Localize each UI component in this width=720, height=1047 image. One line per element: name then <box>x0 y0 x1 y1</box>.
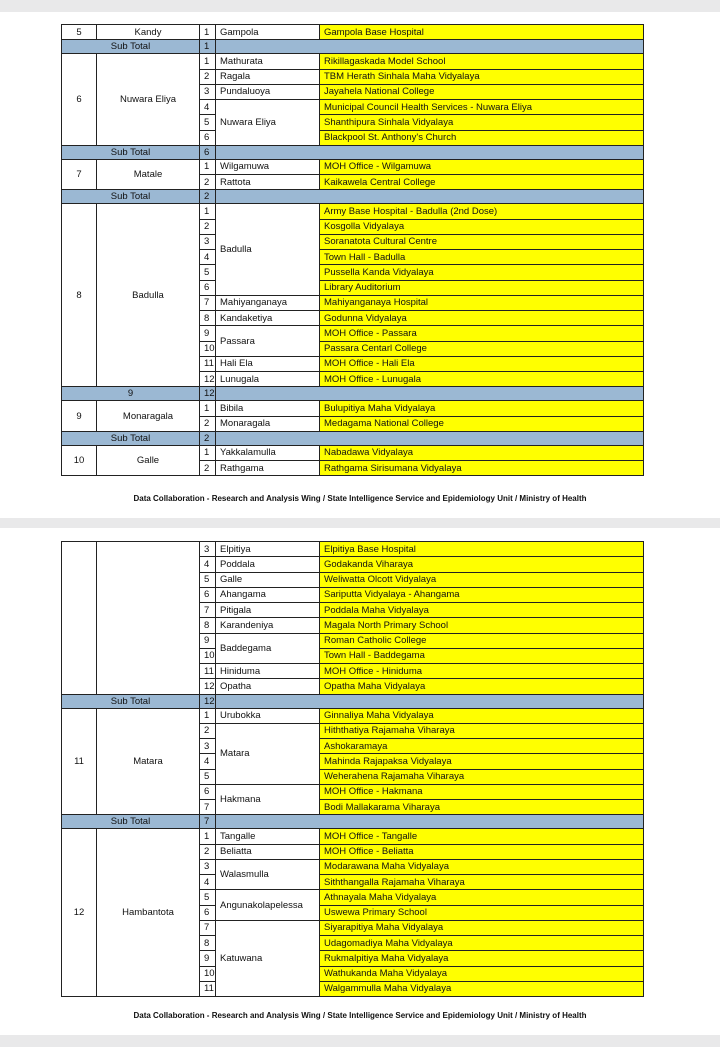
district-name: Nuwara Eliya <box>97 54 200 146</box>
table-row <box>62 54 644 69</box>
moh-area: Rattota <box>216 175 320 190</box>
moh-area: Beliatta <box>216 844 320 859</box>
centre-number: 8 <box>200 311 216 326</box>
table-row <box>62 542 644 557</box>
centre-number: 5 <box>200 115 216 130</box>
centre-number: 1 <box>200 54 216 69</box>
venue: MOH Office - Beliatta <box>320 844 644 859</box>
subtotal-count: 7 <box>200 815 216 829</box>
vaccination-centres-table-1 <box>61 24 644 476</box>
venue: Gampola Base Hospital <box>320 25 644 40</box>
moh-area: Matara <box>216 723 320 784</box>
centre-number: 11 <box>200 356 216 371</box>
venue: Godunna Vidyalaya <box>320 311 644 326</box>
moh-area: Rathgama <box>216 461 320 476</box>
moh-area: Katuwana <box>216 920 320 996</box>
venue: Udagomadiya Maha Vidyalaya <box>320 936 644 951</box>
district-number: 12 <box>62 829 97 997</box>
centre-number: 5 <box>200 572 216 587</box>
venue: Passara Centarl College <box>320 341 644 356</box>
district-number: 8 <box>62 204 97 387</box>
subtotal-label: Sub Total <box>62 145 200 159</box>
subtotal-blank <box>216 815 644 829</box>
document-page-2 <box>0 528 720 1035</box>
table-row <box>62 401 644 416</box>
centre-number: 6 <box>200 905 216 920</box>
venue: Godakanda Viharaya <box>320 557 644 572</box>
venue: MOH Office - Lunugala <box>320 372 644 387</box>
venue: Bodi Mallakarama Viharaya <box>320 800 644 815</box>
centre-number: 7 <box>200 603 216 618</box>
venue-text: Army Base Hospital - Badulla (2nd Dose) <box>324 205 498 217</box>
venue: Mahinda Rajapaksa Vidyalaya <box>320 754 644 769</box>
district-name: Hambantota <box>97 829 200 997</box>
subtotal-count: 1 <box>200 40 216 54</box>
venue: Kaikawela Central College <box>320 175 644 190</box>
district-name: Monaragala <box>97 401 200 432</box>
venue: MOH Office - Tangalle <box>320 829 644 844</box>
venue: Rikillagaskada Model School <box>320 54 644 69</box>
district-number: 10 <box>62 445 97 476</box>
centre-number: 1 <box>200 401 216 416</box>
table-row <box>62 708 644 723</box>
document-page-1 <box>0 12 720 518</box>
centre-number: 6 <box>200 280 216 295</box>
venue: Medagama National College <box>320 416 644 431</box>
moh-area: Pitigala <box>216 603 320 618</box>
centre-number: 5 <box>200 769 216 784</box>
centre-number: 4 <box>200 100 216 115</box>
venue: Elpitiya Base Hospital <box>320 542 644 557</box>
subtotal-row <box>62 190 644 204</box>
centre-number: 4 <box>200 875 216 890</box>
venue: Blackpool St. Anthony's Church <box>320 130 644 145</box>
moh-area: Kandaketiya <box>216 311 320 326</box>
centre-number: 7 <box>200 295 216 310</box>
subtotal-row <box>62 694 644 708</box>
centre-number: 2 <box>200 723 216 738</box>
centre-number: 4 <box>200 250 216 265</box>
page-footer: Data Collaboration - Research and Analysis Wing / State Intelligence Service and Epidemiology Unit / Ministry of Health <box>133 1011 587 1020</box>
venue: Pussella Kanda Vidyalaya <box>320 265 644 280</box>
subtotal-row <box>62 145 644 159</box>
subtotal-count: 2 <box>200 190 216 204</box>
moh-area: Angunakolapelessa <box>216 890 320 921</box>
table-row <box>62 445 644 460</box>
centre-number: 2 <box>200 219 216 234</box>
moh-area: Ahangama <box>216 587 320 602</box>
centre-number: 1 <box>200 445 216 460</box>
venue: Kosgolla Vidyalaya <box>320 219 644 234</box>
centre-number: 5 <box>200 265 216 280</box>
subtotal-label: Sub Total <box>62 190 200 204</box>
venue: Opatha Maha Vidyalaya <box>320 679 644 694</box>
subtotal-label: Sub Total <box>62 431 200 445</box>
venue: Sariputta Vidyalaya - Ahangama <box>320 587 644 602</box>
centre-number: 12 <box>200 372 216 387</box>
venue: Weherahena Rajamaha Viharaya <box>320 769 644 784</box>
subtotal-blank <box>216 145 644 159</box>
moh-area: Hali Ela <box>216 356 320 371</box>
venue: Weliwatta Olcott Vidyalaya <box>320 572 644 587</box>
table-row <box>62 25 644 40</box>
centre-number: 3 <box>200 542 216 557</box>
moh-area: Hiniduma <box>216 664 320 679</box>
venue: MOH Office - Hali Ela <box>320 356 644 371</box>
district-name: Galle <box>97 445 200 476</box>
centre-number: 9 <box>200 326 216 341</box>
centre-number: 11 <box>200 664 216 679</box>
district-number: 7 <box>62 159 97 190</box>
venue: Walgammulla Maha Vidyalaya <box>320 981 644 996</box>
subtotal-count: 6 <box>200 145 216 159</box>
centre-number: 2 <box>200 175 216 190</box>
subtotal-label: 9 <box>62 387 200 401</box>
centre-number: 2 <box>200 69 216 84</box>
moh-area: Passara <box>216 326 320 357</box>
moh-area: Poddala <box>216 557 320 572</box>
venue: Rukmalpitiya Maha Vidyalaya <box>320 951 644 966</box>
moh-area: Urubokka <box>216 708 320 723</box>
venue: Athnayala Maha Vidyalaya <box>320 890 644 905</box>
centre-number: 3 <box>200 234 216 249</box>
district-number: 5 <box>62 25 97 40</box>
venue: Municipal Council Health Services - Nuwara Eliya <box>320 100 644 115</box>
moh-area: Mahiyanganaya <box>216 295 320 310</box>
table-row <box>62 159 644 174</box>
centre-number: 4 <box>200 754 216 769</box>
centre-number: 2 <box>200 844 216 859</box>
centre-number: 1 <box>200 159 216 174</box>
subtotal-count: 12 <box>200 694 216 708</box>
centre-number: 9 <box>200 633 216 648</box>
venue: Soranatota Cultural Centre <box>320 234 644 249</box>
venue <box>320 204 644 219</box>
centre-number: 10 <box>200 966 216 981</box>
subtotal-blank <box>216 40 644 54</box>
subtotal-row <box>62 40 644 54</box>
centre-number: 1 <box>200 25 216 40</box>
venue: Siththangalla Rajamaha Viharaya <box>320 875 644 890</box>
subtotal-blank <box>216 387 644 401</box>
centre-number: 1 <box>200 708 216 723</box>
table-row <box>62 829 644 844</box>
venue: Rathgama Sirisumana Vidyalaya <box>320 461 644 476</box>
venue: Town Hall - Badulla <box>320 250 644 265</box>
venue: Town Hall - Baddegama <box>320 648 644 663</box>
centre-number: 2 <box>200 416 216 431</box>
venue: Shanthipura Sinhala Vidyalaya <box>320 115 644 130</box>
centre-number: 7 <box>200 920 216 935</box>
centre-number: 10 <box>200 341 216 356</box>
venue: TBM Herath Sinhala Maha Vidyalaya <box>320 69 644 84</box>
centre-number: 1 <box>200 204 216 219</box>
moh-area: Lunugala <box>216 372 320 387</box>
moh-area: Monaragala <box>216 416 320 431</box>
moh-area: Nuwara Eliya <box>216 100 320 146</box>
subtotal-row <box>62 431 644 445</box>
centre-number: 4 <box>200 557 216 572</box>
venue: MOH Office - Hakmana <box>320 784 644 799</box>
district-name-blank <box>97 542 200 695</box>
subtotal-row <box>62 387 644 401</box>
centre-number: 3 <box>200 739 216 754</box>
centre-number: 12 <box>200 679 216 694</box>
venue: Roman Catholic College <box>320 633 644 648</box>
centre-number: 9 <box>200 951 216 966</box>
venue: MOH Office - Wilgamuwa <box>320 159 644 174</box>
centre-number: 10 <box>200 648 216 663</box>
subtotal-label: Sub Total <box>62 815 200 829</box>
centre-number: 3 <box>200 859 216 874</box>
moh-area: Galle <box>216 572 320 587</box>
centre-number: 3 <box>200 84 216 99</box>
venue: Wathukanda Maha Vidyalaya <box>320 966 644 981</box>
moh-area: Mathurata <box>216 54 320 69</box>
district-number: 6 <box>62 54 97 146</box>
venue: Hiththatiya Rajamaha Viharaya <box>320 723 644 738</box>
moh-area: Pundaluoya <box>216 84 320 99</box>
moh-area: Wilgamuwa <box>216 159 320 174</box>
moh-area: Tangalle <box>216 829 320 844</box>
district-number: 9 <box>62 401 97 432</box>
venue: Nabadawa Vidyalaya <box>320 445 644 460</box>
page-footer: Data Collaboration - Research and Analysis Wing / State Intelligence Service and Epidemiology Unit / Ministry of Health <box>133 494 587 503</box>
moh-area: Elpitiya <box>216 542 320 557</box>
moh-area: Walasmulla <box>216 859 320 890</box>
venue: Library Auditorium <box>320 280 644 295</box>
centre-number: 6 <box>200 130 216 145</box>
venue: Modarawana Maha Vidyalaya <box>320 859 644 874</box>
district-number: 11 <box>62 708 97 815</box>
district-name: Badulla <box>97 204 200 387</box>
centre-number: 2 <box>200 461 216 476</box>
moh-area: Hakmana <box>216 784 320 815</box>
venue: Magala North Primary School <box>320 618 644 633</box>
moh-area: Baddegama <box>216 633 320 664</box>
subtotal-blank <box>216 694 644 708</box>
centre-number: 11 <box>200 981 216 996</box>
district-number-blank <box>62 542 97 695</box>
centre-number: 8 <box>200 936 216 951</box>
moh-area: Opatha <box>216 679 320 694</box>
moh-area: Bibila <box>216 401 320 416</box>
moh-area: Gampola <box>216 25 320 40</box>
subtotal-blank <box>216 431 644 445</box>
venue: Poddala Maha Vidyalaya <box>320 603 644 618</box>
moh-area: Yakkalamulla <box>216 445 320 460</box>
subtotal-row <box>62 815 644 829</box>
venue: Uswewa Primary School <box>320 905 644 920</box>
moh-area: Badulla <box>216 204 320 296</box>
district-name: Matale <box>97 159 200 190</box>
venue: MOH Office - Passara <box>320 326 644 341</box>
centre-number: 1 <box>200 829 216 844</box>
venue: Ginnaliya Maha Vidyalaya <box>320 708 644 723</box>
subtotal-label: Sub Total <box>62 40 200 54</box>
subtotal-count: 2 <box>200 431 216 445</box>
centre-number: 6 <box>200 587 216 602</box>
venue: Siyarapitiya Maha Vidyalaya <box>320 920 644 935</box>
centre-number: 6 <box>200 784 216 799</box>
venue: Jayahela National College <box>320 84 644 99</box>
district-name: Kandy <box>97 25 200 40</box>
venue: MOH Office - Hiniduma <box>320 664 644 679</box>
moh-area: Ragala <box>216 69 320 84</box>
district-name: Matara <box>97 708 200 815</box>
moh-area: Karandeniya <box>216 618 320 633</box>
venue: Mahiyanganaya Hospital <box>320 295 644 310</box>
venue: Ashokaramaya <box>320 739 644 754</box>
table-row <box>62 204 644 219</box>
centre-number: 5 <box>200 890 216 905</box>
subtotal-label: Sub Total <box>62 694 200 708</box>
vaccination-centres-table-2 <box>61 541 644 997</box>
subtotal-blank <box>216 190 644 204</box>
centre-number: 8 <box>200 618 216 633</box>
centre-number: 7 <box>200 800 216 815</box>
subtotal-count: 12 <box>200 387 216 401</box>
venue: Bulupitiya Maha Vidyalaya <box>320 401 644 416</box>
